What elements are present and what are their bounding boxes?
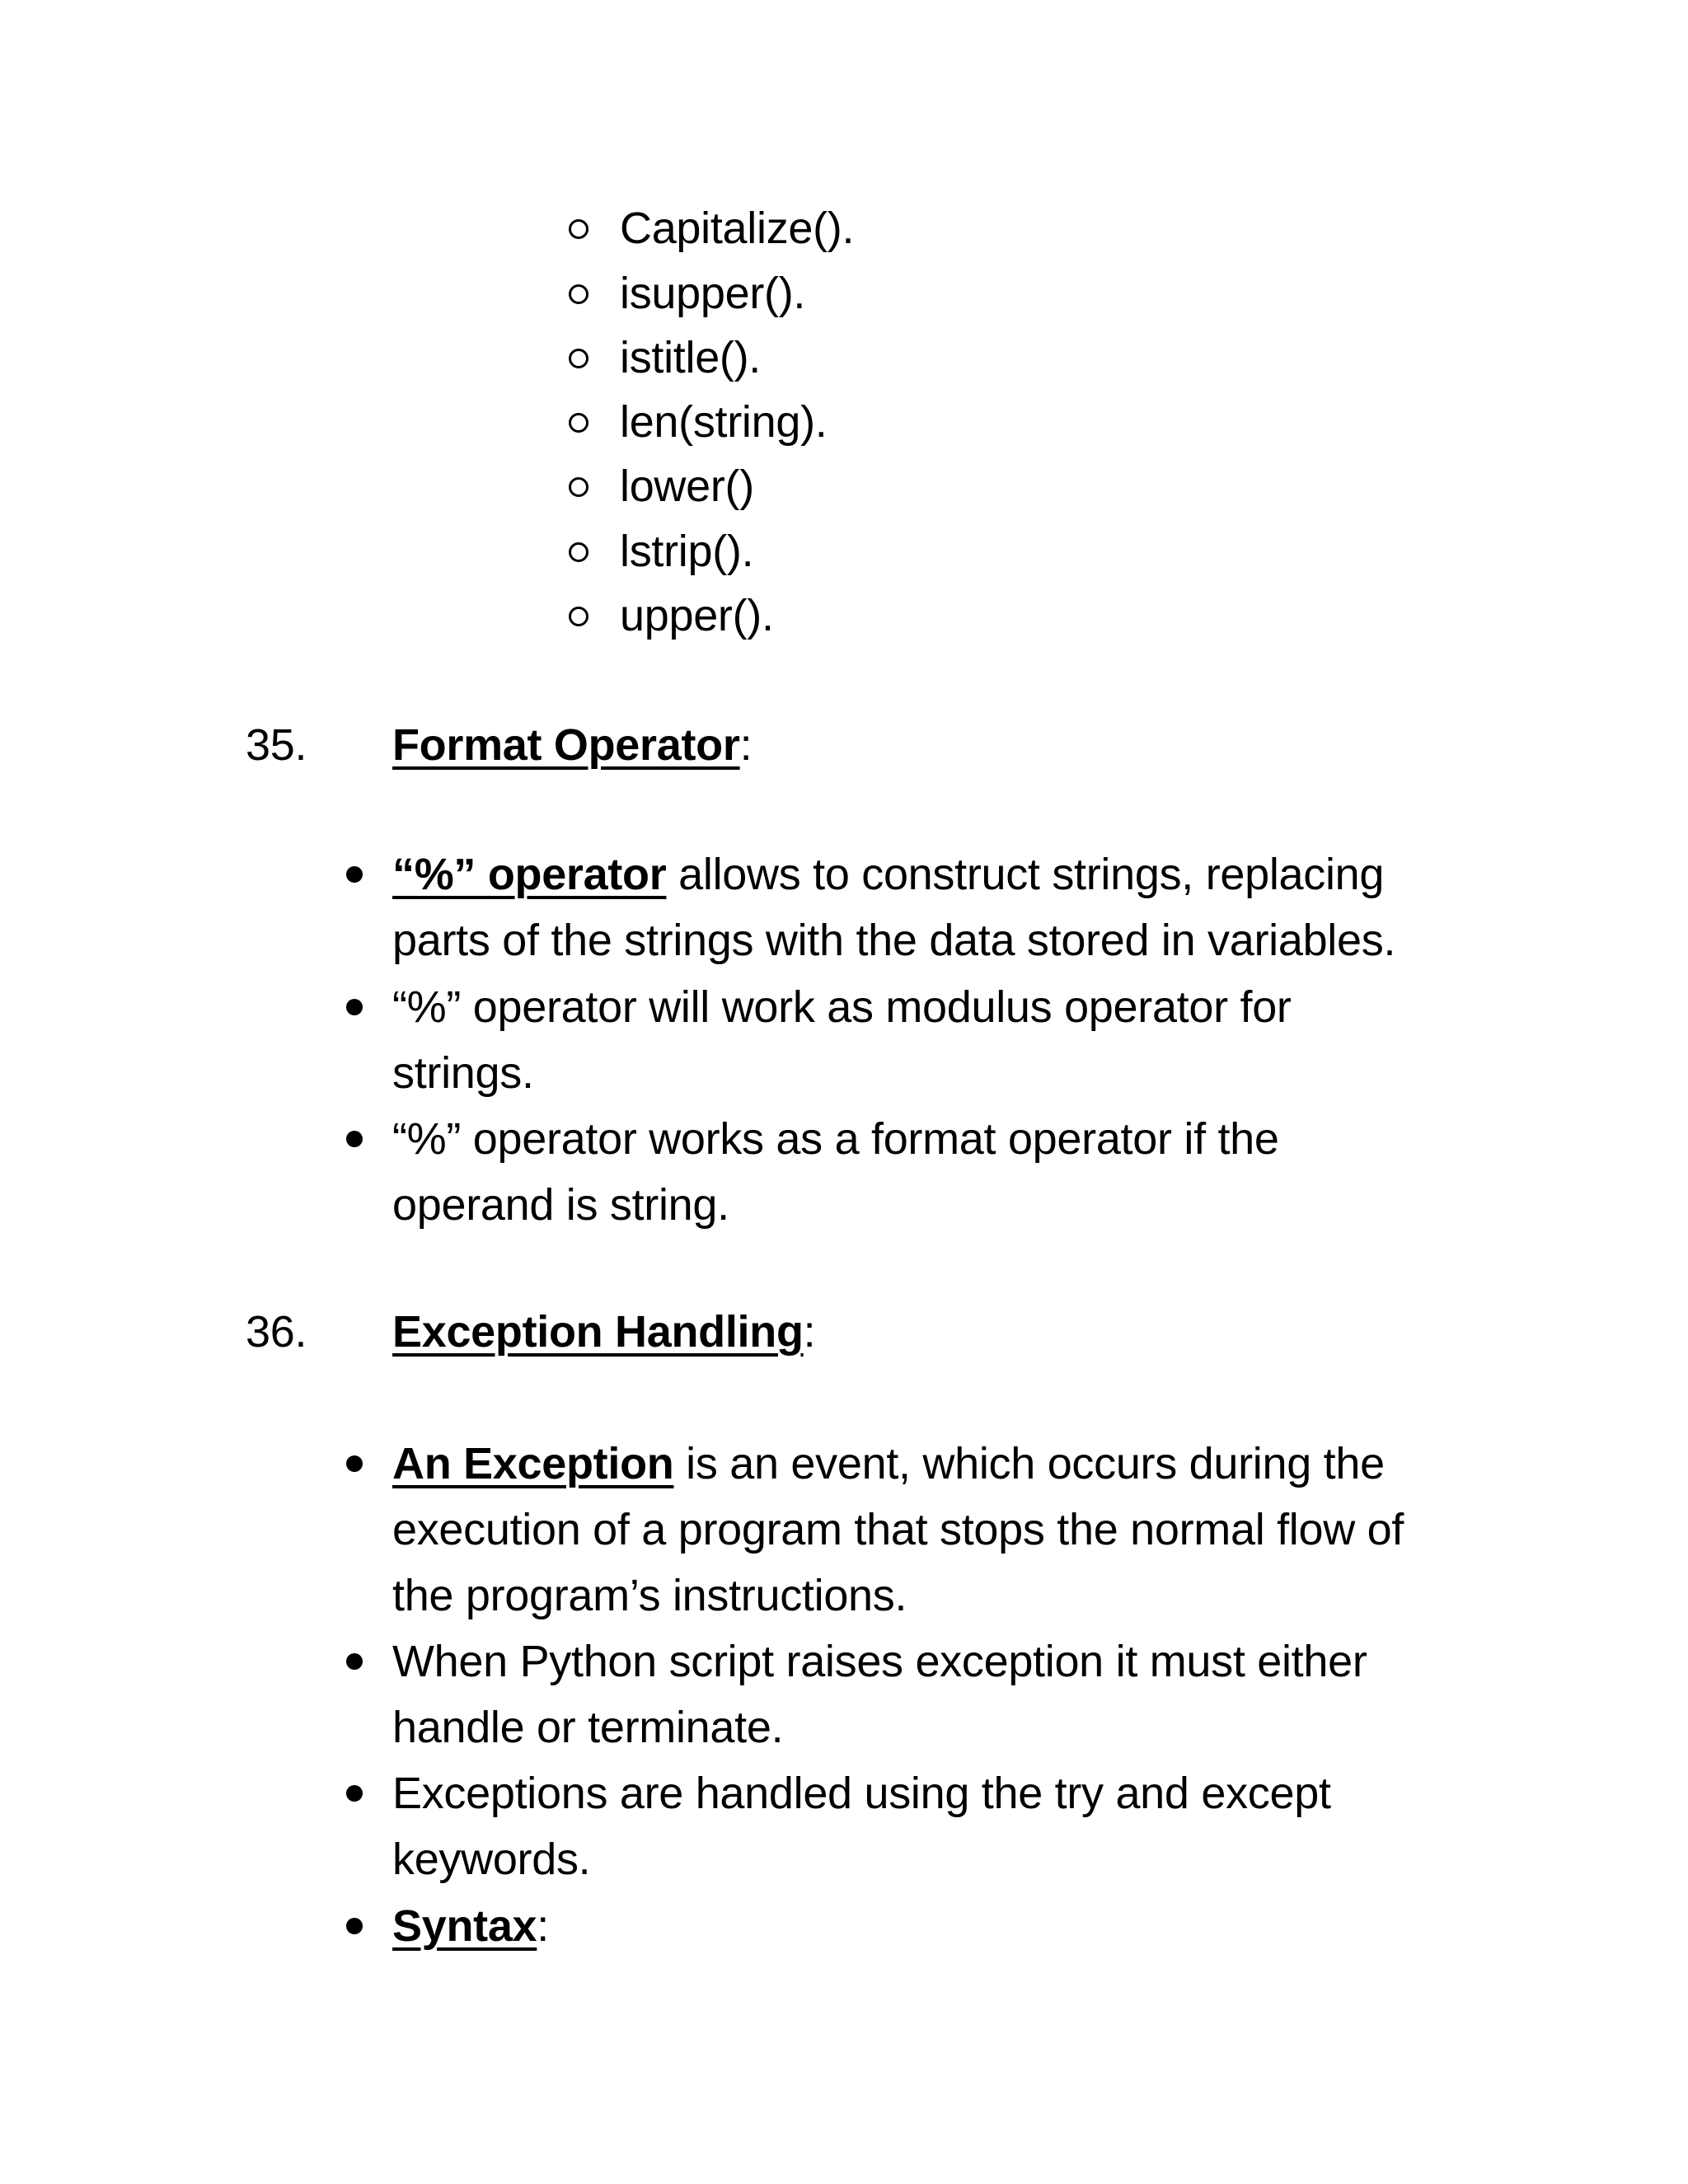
method-name: lower() <box>620 462 754 511</box>
paragraph-line: the program’s instructions. <box>392 1571 907 1620</box>
hollow-circle-bullet-icon <box>569 607 588 626</box>
paragraph-line <box>392 841 1489 907</box>
bullet-paragraph <box>392 1106 1489 1238</box>
hollow-circle-bullet-icon <box>569 219 588 239</box>
paragraph-line: keywords. <box>392 1835 591 1884</box>
paragraph-line <box>392 1431 1489 1497</box>
paragraph-line: strings. <box>392 1048 534 1098</box>
section-heading <box>392 712 752 778</box>
paragraph-line <box>392 1893 1489 1959</box>
method-name: isupper(). <box>620 269 806 318</box>
section-number: 35. <box>246 720 307 770</box>
bullet-paragraph <box>392 1629 1489 1760</box>
bullet-paragraph <box>392 841 1489 973</box>
bullet-paragraph <box>392 1760 1489 1892</box>
line-text: allows to construct strings, replacing <box>666 850 1385 899</box>
emphasized-term: “%” operator <box>392 850 667 899</box>
bullet-dot-icon <box>346 866 363 883</box>
heading-colon: : <box>739 720 753 770</box>
emphasized-term: An Exception <box>392 1439 674 1488</box>
bullet-dot-icon <box>346 1455 363 1472</box>
section-number: 36. <box>246 1307 307 1357</box>
hollow-circle-bullet-icon <box>569 284 588 304</box>
hollow-circle-bullet-icon <box>569 349 588 368</box>
method-name: lstrip(). <box>620 527 754 576</box>
hollow-circle-bullet-icon <box>569 542 588 562</box>
bullet-dot-icon <box>346 1131 363 1147</box>
line-text: is an event, which occurs during the <box>673 1439 1385 1488</box>
bullet-paragraph <box>392 974 1489 1106</box>
method-name: istitle(). <box>620 333 761 382</box>
section-title: Format Operator <box>392 720 740 770</box>
paragraph-line: parts of the strings with the data stored in variables. <box>392 916 1396 965</box>
paragraph-line: operand is string. <box>392 1180 729 1230</box>
method-name: len(string). <box>620 397 828 447</box>
emphasized-term: Syntax <box>392 1901 537 1951</box>
bullet-dot-icon <box>346 1785 363 1802</box>
section-heading <box>392 1299 815 1365</box>
line-text: : <box>537 1901 549 1951</box>
bullet-dot-icon <box>346 1653 363 1670</box>
bullet-dot-icon <box>346 1918 363 1934</box>
hollow-circle-bullet-icon <box>569 477 588 497</box>
paragraph-line: “%” operator will work as modulus operator for <box>392 982 1292 1032</box>
hollow-circle-bullet-icon <box>569 413 588 433</box>
bullet-dot-icon <box>346 999 363 1015</box>
method-name: Capitalize(). <box>620 204 855 253</box>
section-title: Exception Handling <box>392 1307 804 1357</box>
method-name: upper(). <box>620 591 774 640</box>
paragraph-line: execution of a program that stops the normal flow of <box>392 1505 1404 1554</box>
paragraph-line: handle or terminate. <box>392 1703 784 1752</box>
paragraph-line: Exceptions are handled using the try and except <box>392 1769 1331 1818</box>
bullet-paragraph <box>392 1431 1489 1629</box>
bullet-paragraph <box>392 1893 1489 1959</box>
paragraph-line: “%” operator works as a format operator if the <box>392 1114 1279 1164</box>
paragraph-line: When Python script raises exception it must either <box>392 1637 1367 1686</box>
heading-colon: : <box>803 1307 816 1357</box>
